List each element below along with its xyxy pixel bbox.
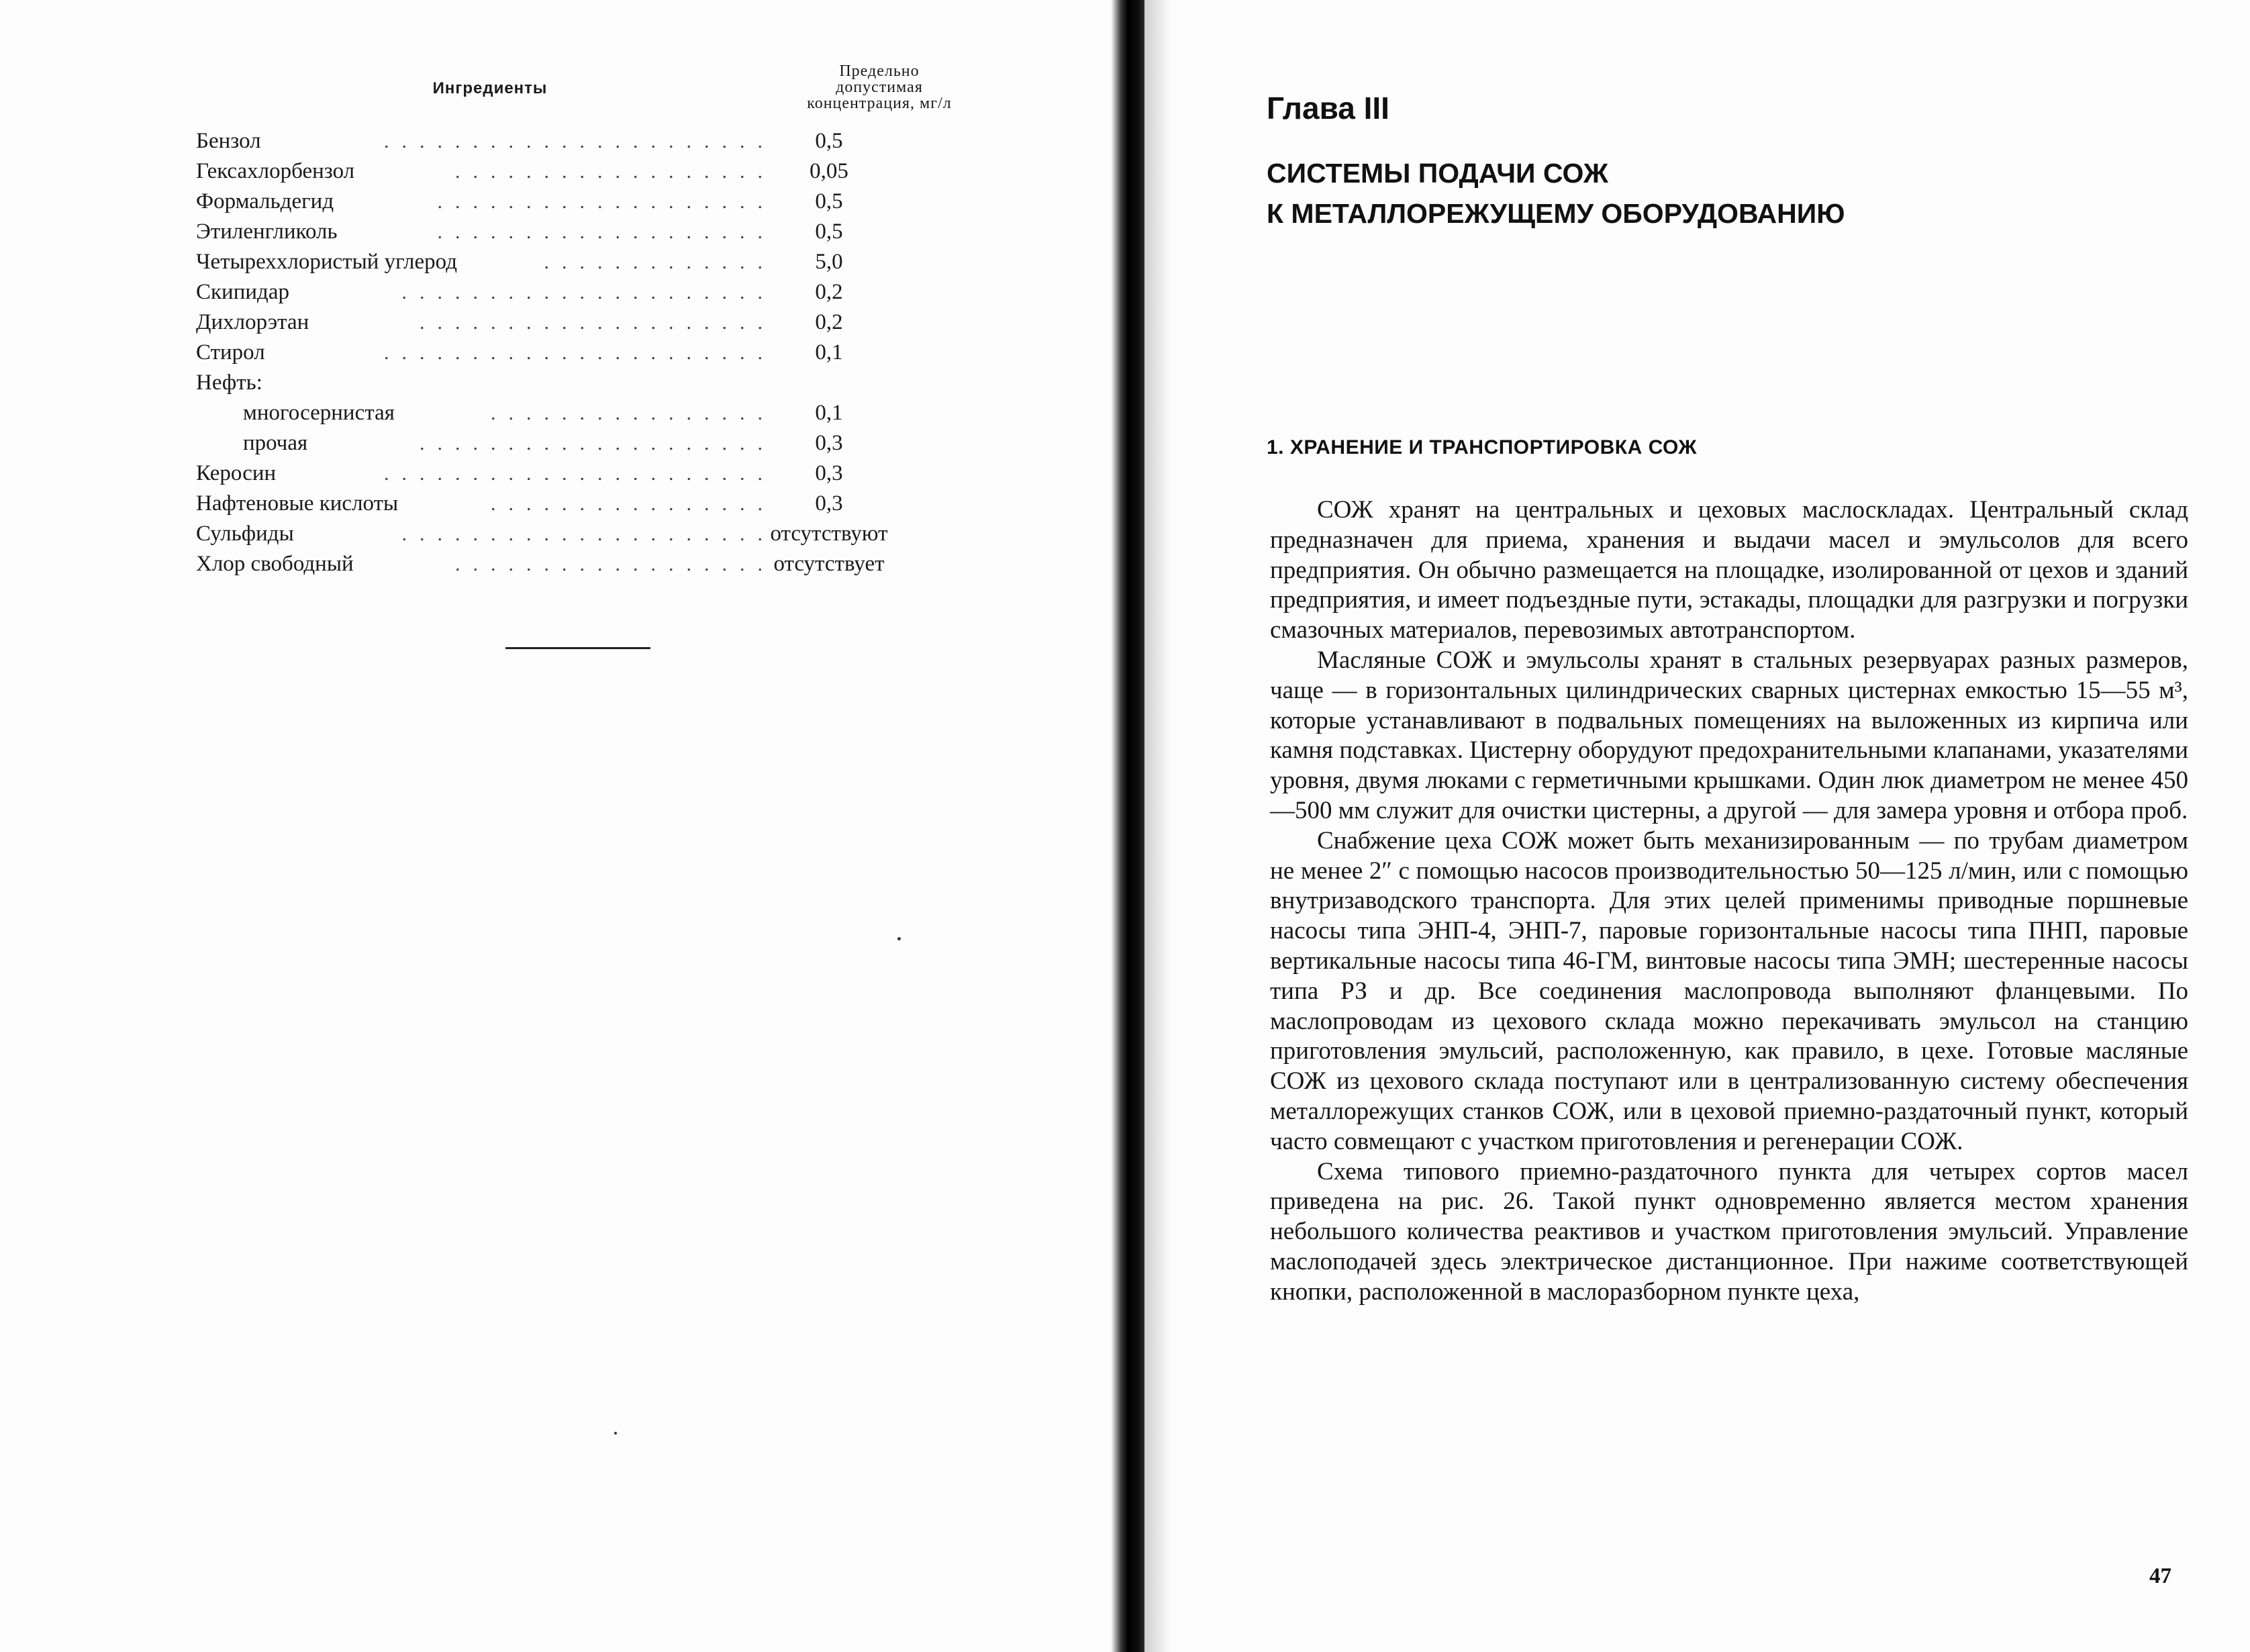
leader-dots: ............. xyxy=(544,251,775,273)
ingredient-name: Стирол xyxy=(196,340,265,365)
ingredient-value: 0,3 xyxy=(815,431,843,455)
leader-dots: .................. xyxy=(455,553,775,575)
table-row xyxy=(196,428,955,458)
table-row xyxy=(196,398,955,428)
header-line: допустимая xyxy=(836,79,923,96)
ingredient-value: 0,5 xyxy=(815,129,843,153)
ingredient-name: Нафтеновые кислоты xyxy=(196,491,399,516)
table-row xyxy=(196,458,955,489)
ingredient-name: прочая xyxy=(243,431,308,455)
section-title: 1. ХРАНЕНИЕ И ТРАНСПОРТИРОВКА СОЖ xyxy=(1267,436,1698,458)
leader-dots: ..................... xyxy=(401,281,775,303)
book-gutter xyxy=(1111,0,1144,1652)
table-row-group-heading xyxy=(196,368,955,398)
ingredient-value: отсутствует xyxy=(773,552,885,576)
leader-dots: ..................... xyxy=(401,523,775,545)
print-speck xyxy=(614,1432,617,1435)
table-row xyxy=(196,156,955,187)
ingredient-name: Бензол xyxy=(196,129,261,153)
leader-dots: ...................... xyxy=(384,130,775,152)
ingredient-value: 0,5 xyxy=(815,189,843,213)
table-row xyxy=(196,519,955,549)
table-row xyxy=(196,307,955,338)
ingredient-value: 0,05 xyxy=(810,159,848,183)
ingredient-name: Скипидар xyxy=(196,280,289,304)
chapter-label: Глава III xyxy=(1267,91,1389,126)
table-row xyxy=(196,489,955,519)
ingredient-name: Керосин xyxy=(196,461,277,485)
table-row xyxy=(196,338,955,368)
ingredient-name: Этиленгликоль xyxy=(196,220,338,244)
ingredient-value: 0,1 xyxy=(815,401,843,425)
ingredient-value: 0,2 xyxy=(815,310,843,334)
concentration-table xyxy=(196,126,955,579)
ingredient-name: Формальдегид xyxy=(196,189,334,213)
chapter-title-line: СИСТЕМЫ ПОДАЧИ СОЖ xyxy=(1267,158,1608,189)
paragraph: СОЖ хранят на центральных и цеховых маслоскладах. Центральный склад предназначен для приема, хранения и выдачи масел и эмульсолов для всего предприятия. Он обычно размещается на площадке, изолированной от цехов и зданий предприятия, и имеет подъездные пути, эстакады, площадки для разгрузки и погрузки смазочных материалов, перевозимых автотранспортом. xyxy=(1270,496,2188,644)
table-row xyxy=(196,187,955,217)
header-line: концентрация, мг/л xyxy=(807,95,952,112)
leader-dots: ...................... xyxy=(384,342,775,364)
ingredient-value: 0,5 xyxy=(815,220,843,244)
ingredient-value: 0,3 xyxy=(815,461,843,485)
body-text xyxy=(1270,495,2188,1308)
table-header-concentration xyxy=(772,63,987,111)
ingredient-name: Гексахлорбензол xyxy=(196,159,355,183)
ingredient-name: Сульфиды xyxy=(196,522,294,546)
table-row xyxy=(196,277,955,307)
ingredient-name: Хлор свободный xyxy=(196,552,354,576)
chapter-title xyxy=(1267,153,1845,234)
leader-dots: ...................... xyxy=(384,463,775,485)
leader-dots: ................ xyxy=(491,402,775,424)
header-line: Предельно xyxy=(839,62,920,80)
print-speck xyxy=(897,937,901,940)
leader-dots: .................... xyxy=(420,311,775,334)
chapter-title-line: К МЕТАЛЛОРЕЖУЩЕМУ ОБОРУДОВАНИЮ xyxy=(1267,198,1845,229)
paragraph: Снабжение цеха СОЖ может быть механизированным — по трубам диаметром не менее 2″ с помощью насосов производительностью 50—125 л/мин, или с помощью внутризаводского транспорта. Для этих целей применимы приводные поршневые насосы типа ЭНП-4, ЭНП-7, паровые горизонтальные насосы типа ПНП, паровые вертикальные насосы типа 46-ГМ, винтовые насосы типа ЭМН; шестеренные насосы типа РЗ и др. Все соединения маслопровода выполняют фланцевыми. По маслопроводам из цехового склада можно перекачивать эмульсол на станцию приготовления эмульсий, расположенную, как правило, в цехе. Готовые масляные СОЖ из цехового склада поступают или в централизованную систему обеспечения металлорежущих станков СОЖ, или в цеховой приемно-раздаточный пункт, который часто совмещают с участком приготовления и регенерации СОЖ. xyxy=(1270,826,2188,1155)
paragraph: Масляные СОЖ и эмульсолы хранят в стальных резервуарах разных размеров, чаще — в горизонтальных цилиндрических сварных цистернах емкостью 15—55 м³, которые устанавливают в подвальных помещениях на выложенных из кирпича или камня подставках. Цистерну оборудуют предохранительными клапанами, указателями уровня, двумя люками с герметичными крышками. Один люк диаметром не менее 450—500 мм служит для очистки цистерны, а другой — для замера уровня и отбора проб. xyxy=(1270,646,2188,824)
ingredient-value: 0,3 xyxy=(815,491,843,516)
paragraph: Схема типового приемно-раздаточного пункта для четырех сортов масел приведена на рис. 26. Такой пункт одновременно является местом хранения небольшого количества реактивов и участком приготовления эмульсий. Управление маслоподачей здесь электрическое дистанционное. При нажиме соответствующей кнопки, расположенной в маслоразборном пункте цеха, xyxy=(1270,1157,2188,1306)
leader-dots: ................... xyxy=(437,191,775,213)
ingredient-value: 5,0 xyxy=(815,250,843,274)
table-row xyxy=(196,247,955,277)
table-row xyxy=(196,126,955,156)
leader-dots: ................ xyxy=(491,493,775,515)
ingredient-name: Нефть: xyxy=(196,371,262,395)
ingredient-value: отсутствуют xyxy=(770,522,888,546)
table-header-ingredients: Ингредиенты xyxy=(432,79,548,97)
table-row xyxy=(196,217,955,247)
ingredient-value: 0,2 xyxy=(815,280,843,304)
ingredient-name: многосернистая xyxy=(243,401,395,425)
leader-dots: .................. xyxy=(455,160,775,183)
page-number: 47 xyxy=(2149,1564,2171,1588)
ingredient-name: Четыреххлористый углерод xyxy=(196,250,457,274)
leader-dots: .................... xyxy=(420,432,775,454)
end-rule-divider xyxy=(505,647,650,649)
table-row xyxy=(196,549,955,579)
leader-dots: ................... xyxy=(437,221,775,243)
ingredient-value: 0,1 xyxy=(815,340,843,365)
gutter-shadow xyxy=(1144,0,1171,1652)
ingredient-name: Дихлорэтан xyxy=(196,310,309,334)
